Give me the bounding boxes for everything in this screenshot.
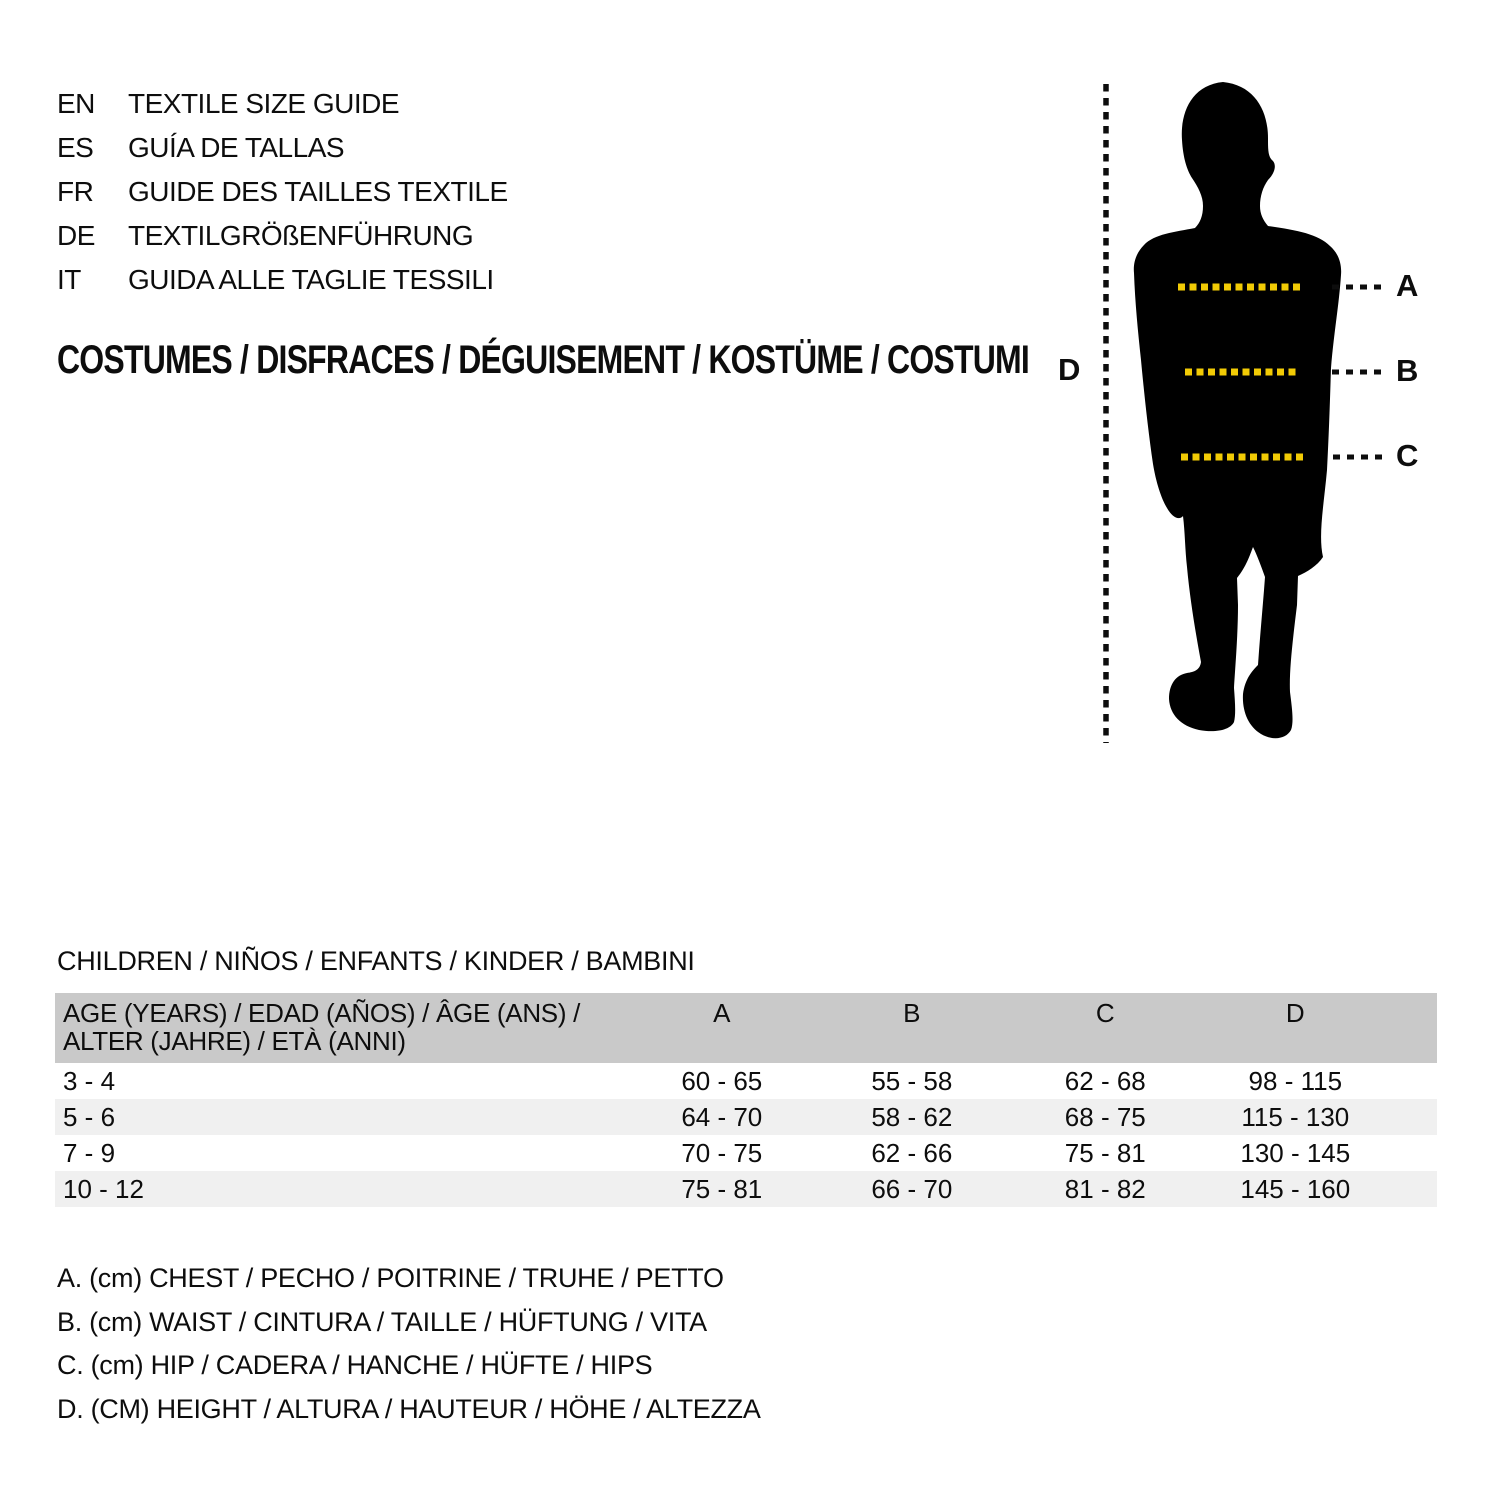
age-cell: 10 - 12	[63, 1174, 144, 1204]
height-cell: 98 - 115	[1248, 1066, 1343, 1096]
language-label: GUIDE DES TAILLES TEXTILE	[128, 176, 508, 207]
language-code: ES	[57, 132, 94, 163]
height-cell: 145 - 160	[1240, 1174, 1351, 1204]
legend-chest: A. (cm) CHEST / PECHO / POITRINE / TRUHE / PETTO	[57, 1263, 724, 1293]
language-list	[57, 82, 508, 302]
age-cell: 5 - 6	[63, 1102, 116, 1132]
language-label: TEXTILE SIZE GUIDE	[128, 88, 400, 119]
waist-cell: 55 - 58	[871, 1066, 953, 1096]
figure-label-chest: A	[1396, 268, 1418, 303]
language-row-de	[57, 214, 508, 258]
language-code: IT	[57, 264, 81, 295]
column-header-a: A	[713, 998, 731, 1028]
legend-waist: B. (cm) WAIST / CINTURA / TAILLE / HÜFTUNG / VITA	[57, 1306, 707, 1337]
category-title: COSTUMES / DISFRACES / DÉGUISEMENT / KOSTÜME / COSTUMI	[57, 338, 1029, 382]
children-size-table	[55, 993, 1437, 1207]
age-cell: 7 - 9	[63, 1138, 116, 1168]
table-row	[55, 1171, 1437, 1207]
column-header-c: C	[1095, 998, 1115, 1028]
table-row	[55, 1063, 1437, 1099]
waist-cell: 58 - 62	[871, 1102, 953, 1132]
measurement-figure	[1040, 70, 1501, 750]
measurement-legend	[57, 1257, 761, 1431]
child-silhouette-diagram	[1040, 70, 1501, 750]
table-header-row	[55, 993, 1437, 1063]
chest-cell: 64 - 70	[681, 1102, 763, 1132]
hip-cell: 81 - 82	[1064, 1174, 1146, 1204]
height-cell: 115 - 130	[1241, 1102, 1350, 1132]
chest-cell: 70 - 75	[681, 1138, 763, 1168]
waist-cell: 62 - 66	[871, 1138, 953, 1168]
language-label: GUÍA DE TALLAS	[128, 132, 345, 163]
age-header-line2: ALTER (JAHRE) / ETÀ (ANNI)	[63, 1026, 406, 1056]
column-header-d: D	[1285, 998, 1305, 1028]
column-header-b: B	[903, 998, 921, 1028]
legend-hip: C. (cm) HIP / CADERA / HANCHE / HÜFTE / HIPS	[57, 1350, 653, 1380]
chest-cell: 60 - 65	[681, 1066, 763, 1096]
hip-cell: 62 - 68	[1064, 1066, 1146, 1096]
language-label: GUIDA ALLE TAGLIE TESSILI	[128, 264, 494, 295]
height-cell: 130 - 145	[1240, 1138, 1351, 1168]
age-column-header	[55, 993, 629, 1055]
legend-height: D. (CM) HEIGHT / ALTURA / HAUTEUR / HÖHE / ALTEZZA	[57, 1393, 761, 1424]
language-code: DE	[57, 220, 95, 251]
language-row-es	[57, 126, 508, 170]
chest-cell: 75 - 81	[681, 1174, 763, 1204]
age-header-line1: AGE (YEARS) / EDAD (AÑOS) / ÂGE (ANS) /	[63, 998, 581, 1028]
language-code: EN	[57, 88, 95, 119]
section-title-children: CHILDREN / NIÑOS / ENFANTS / KINDER / BAMBINI	[57, 946, 695, 976]
figure-label-height: D	[1058, 352, 1080, 387]
waist-cell: 66 - 70	[871, 1174, 953, 1204]
age-cell: 3 - 4	[63, 1066, 116, 1096]
language-row-en	[57, 82, 508, 126]
table-row	[55, 1135, 1437, 1171]
figure-label-waist: B	[1396, 353, 1418, 388]
language-row-fr	[57, 170, 508, 214]
child-silhouette	[1134, 82, 1341, 738]
language-row-it	[57, 258, 508, 302]
language-label: TEXTILGRÖßENFÜHRUNG	[128, 220, 474, 251]
hip-cell: 68 - 75	[1064, 1102, 1146, 1132]
table-row	[55, 1099, 1437, 1135]
language-code: FR	[57, 176, 94, 207]
hip-cell: 75 - 81	[1064, 1138, 1146, 1168]
figure-label-hip: C	[1396, 438, 1418, 473]
